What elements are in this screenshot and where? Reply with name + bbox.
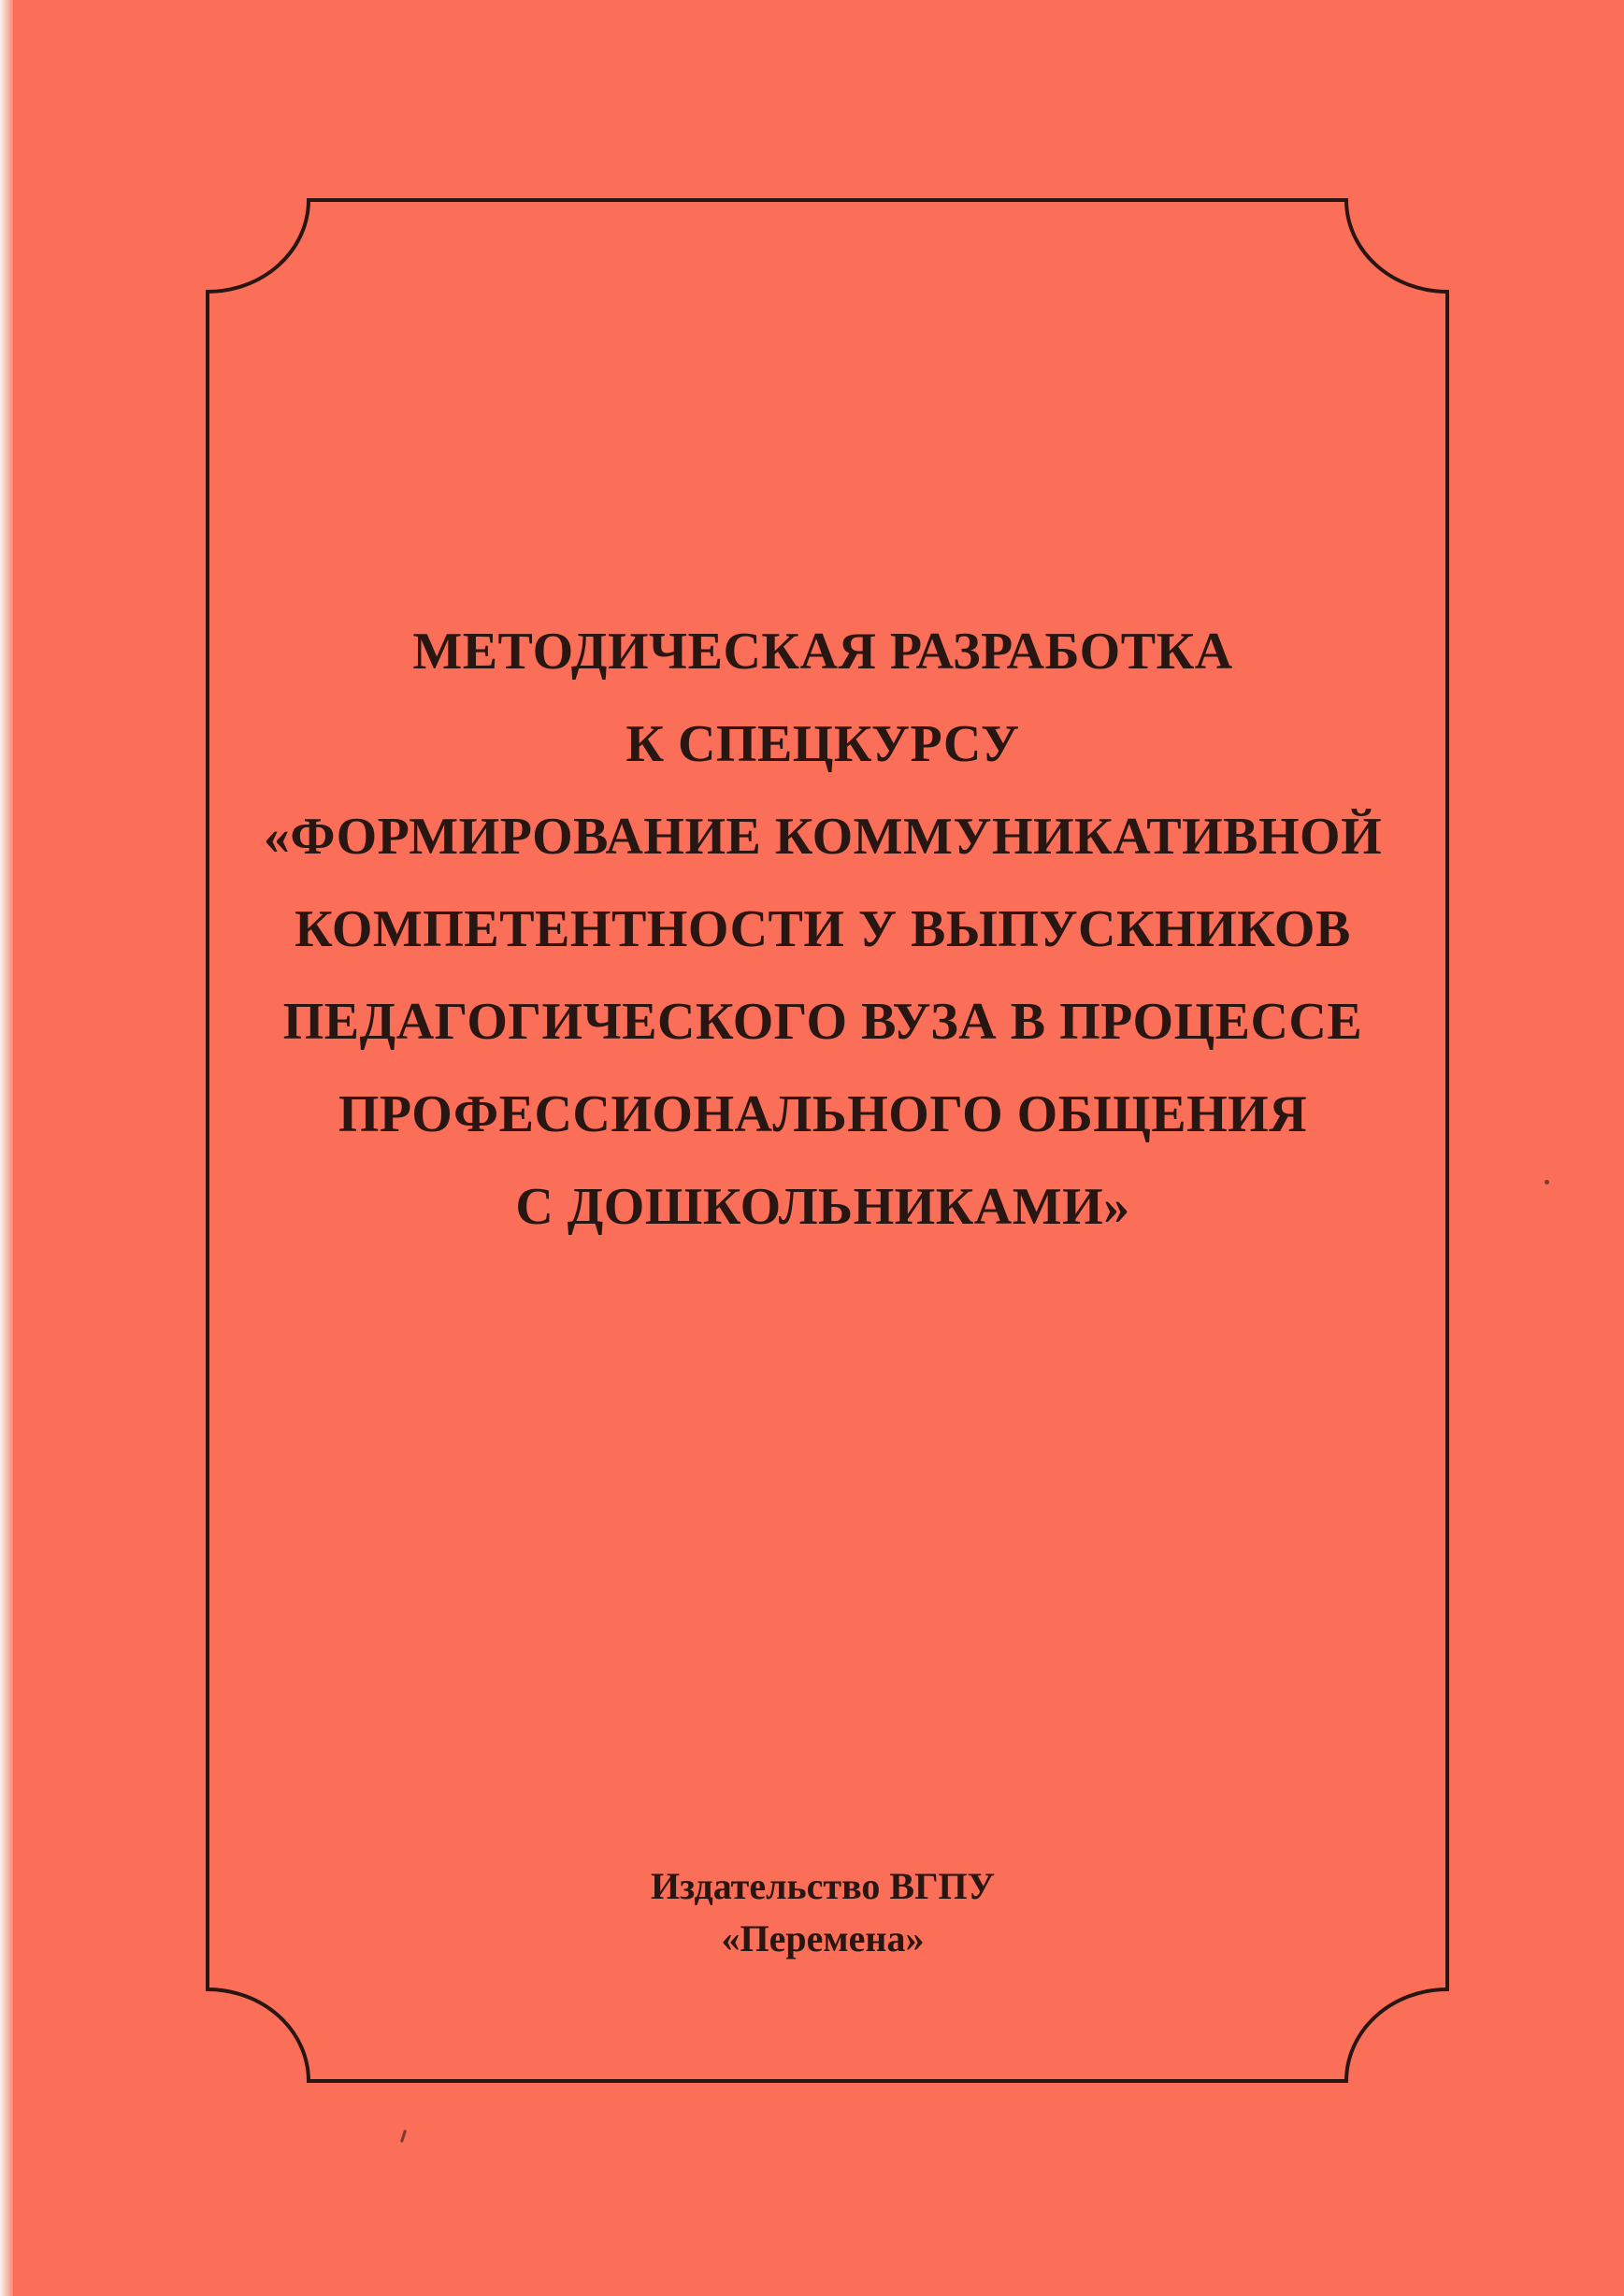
- title-line: ПЕДАГОГИЧЕСКОГО ВУЗА В ПРОЦЕССЕ: [282, 993, 1363, 1051]
- paper-speck: [1545, 1180, 1549, 1184]
- title-line: ПРОФЕССИОНАЛЬНОГО ОБЩЕНИЯ: [338, 1085, 1308, 1143]
- title-line: С ДОШКОЛЬНИКАМИ»: [515, 1178, 1130, 1236]
- title-line: МЕТОДИЧЕСКАЯ РАЗРАБОТКА: [412, 623, 1233, 681]
- publisher-series: «Перемена»: [721, 1917, 925, 1959]
- publisher-name: Издательство ВГПУ: [651, 1865, 995, 1907]
- title-line: КОМПЕТЕНТНОСТИ У ВЫПУСКНИКОВ: [295, 900, 1351, 958]
- title-line: К СПЕЦКУРСУ: [625, 715, 1020, 773]
- cover-title: [243, 606, 1402, 1254]
- publisher-imprint: [524, 1860, 1122, 1965]
- title-line: «ФОРМИРОВАНИЕ КОММУНИКАТИВНОЙ: [263, 808, 1383, 866]
